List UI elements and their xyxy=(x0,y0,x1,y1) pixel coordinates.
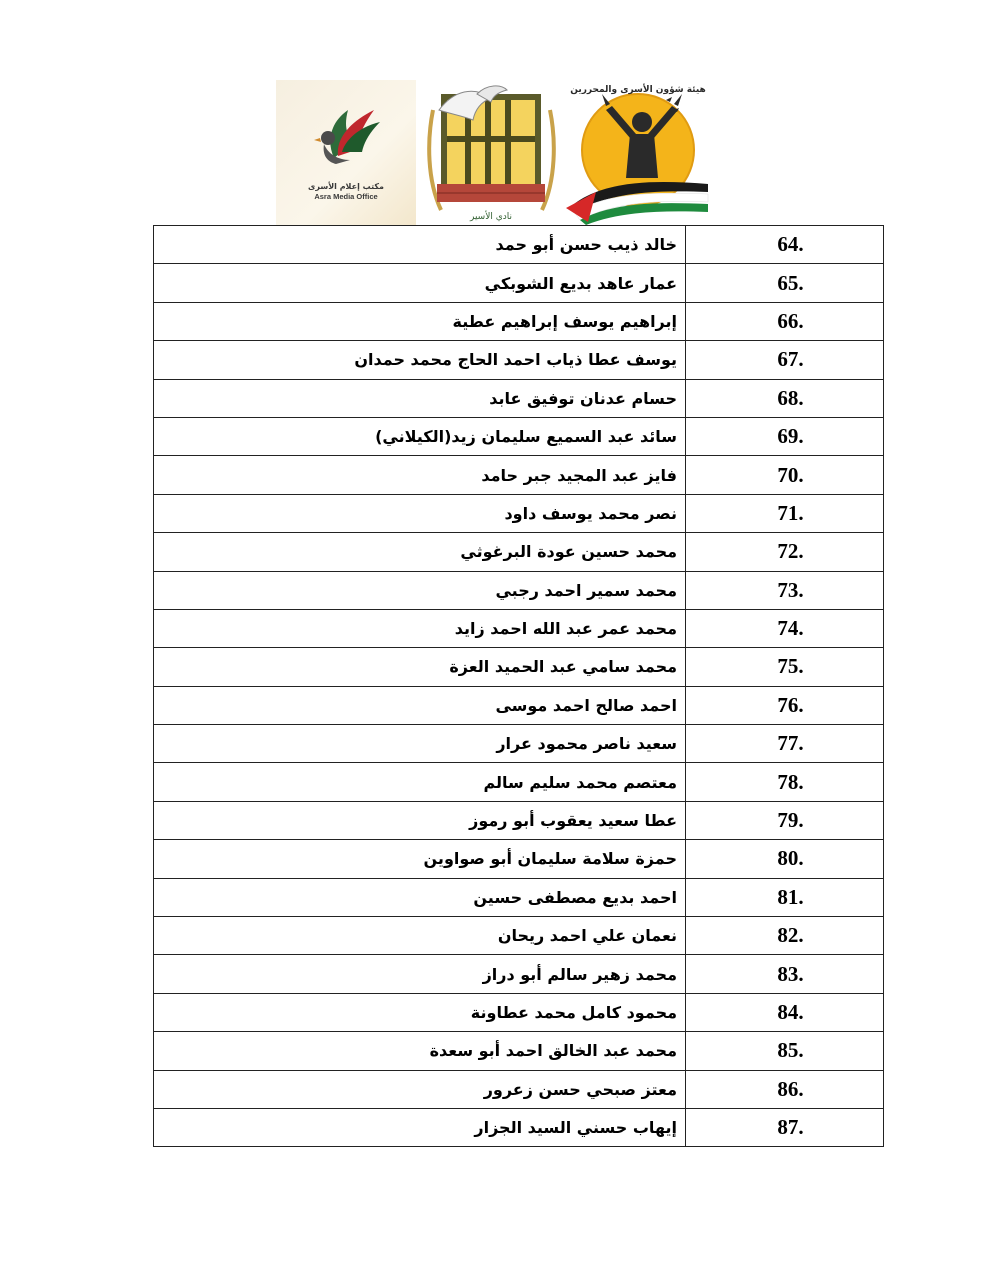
row-number: 82. xyxy=(777,923,804,948)
row-number: 81. xyxy=(777,884,804,909)
table-row xyxy=(154,725,884,763)
row-number: 80. xyxy=(777,846,804,871)
row-number: 78. xyxy=(777,769,804,794)
prisoner-name: محمود كامل محمد عطاونة xyxy=(154,993,686,1031)
row-number: 74. xyxy=(777,616,804,641)
row-number-cell xyxy=(686,456,884,494)
prisoner-name: يوسف عطا ذياب احمد الحاج محمد حمدان xyxy=(154,341,686,379)
row-number-cell xyxy=(686,648,884,686)
row-number: 71. xyxy=(777,500,804,525)
table-row xyxy=(154,840,884,878)
table-row xyxy=(154,686,884,724)
dove-prison-window-icon xyxy=(419,80,564,225)
row-number-cell xyxy=(686,302,884,340)
commission-caption: هيئة شؤون الأسرى والمحررين xyxy=(570,85,706,95)
prisoner-name: نعمان علي احمد ريحان xyxy=(154,917,686,955)
row-number-cell xyxy=(686,1032,884,1070)
prisoner-name: محمد سامي عبد الحميد العزة xyxy=(154,648,686,686)
row-number: 76. xyxy=(777,692,804,717)
prisoner-name: حمزة سلامة سليمان أبو صواوين xyxy=(154,840,686,878)
row-number: 85. xyxy=(777,1038,804,1063)
row-number-cell xyxy=(686,763,884,801)
freed-prisoner-icon xyxy=(566,80,716,225)
row-number-cell xyxy=(686,955,884,993)
prisoner-name: سعيد ناصر محمود عرار xyxy=(154,725,686,763)
row-number-cell xyxy=(686,917,884,955)
asra-media-office-logo xyxy=(276,80,416,225)
row-number: 72. xyxy=(777,539,804,564)
row-number-cell xyxy=(686,993,884,1031)
row-number-cell xyxy=(686,1070,884,1108)
prisoners-club-logo xyxy=(419,80,564,225)
table-row xyxy=(154,955,884,993)
row-number: 79. xyxy=(777,808,804,833)
row-number-cell xyxy=(686,840,884,878)
table-row xyxy=(154,801,884,839)
table-row xyxy=(154,648,884,686)
prisoner-name: سائد عبد السميع سليمان زيد(الكيلاني) xyxy=(154,417,686,455)
row-number: 66. xyxy=(777,308,804,333)
prisoner-name: معتصم محمد سليم سالم xyxy=(154,763,686,801)
table-row xyxy=(154,494,884,532)
row-number-cell xyxy=(686,878,884,916)
table-row xyxy=(154,917,884,955)
row-number: 70. xyxy=(777,462,804,487)
row-number: 68. xyxy=(777,385,804,410)
table-row xyxy=(154,264,884,302)
prisoner-name: عطا سعيد يعقوب أبو رموز xyxy=(154,801,686,839)
table-row xyxy=(154,341,884,379)
row-number-cell xyxy=(686,1108,884,1146)
row-number: 64. xyxy=(777,232,804,257)
row-number-cell xyxy=(686,494,884,532)
prisoners-club-caption: نادي الأسير xyxy=(469,212,513,222)
bird-logo-icon xyxy=(276,80,416,180)
prisoner-name: محمد عمر عبد الله احمد زايد xyxy=(154,609,686,647)
prisoner-name: محمد سمير احمد رجبي xyxy=(154,571,686,609)
row-number: 75. xyxy=(777,654,804,679)
prisoner-name: حسام عدنان توفيق عابد xyxy=(154,379,686,417)
row-number-cell xyxy=(686,801,884,839)
table-row xyxy=(154,1032,884,1070)
table-row xyxy=(154,878,884,916)
prisoner-name: إبراهيم يوسف إبراهيم عطية xyxy=(154,302,686,340)
table-row xyxy=(154,226,884,264)
table-row xyxy=(154,571,884,609)
row-number: 87. xyxy=(777,1115,804,1140)
prisoner-name: فايز عبد المجيد جبر حامد xyxy=(154,456,686,494)
row-number: 73. xyxy=(777,577,804,602)
row-number-cell xyxy=(686,226,884,264)
table-row xyxy=(154,379,884,417)
row-number-cell xyxy=(686,686,884,724)
table-row xyxy=(154,1070,884,1108)
table-row xyxy=(154,763,884,801)
row-number-cell xyxy=(686,609,884,647)
header-logos xyxy=(276,80,716,225)
row-number: 77. xyxy=(777,731,804,756)
row-number-cell xyxy=(686,341,884,379)
prisoner-name: احمد بديع مصطفى حسين xyxy=(154,878,686,916)
row-number-cell xyxy=(686,417,884,455)
row-number-cell xyxy=(686,571,884,609)
detainees-commission-logo xyxy=(566,80,716,225)
prisoner-name: معتز صبحي حسن زعرور xyxy=(154,1070,686,1108)
table-row xyxy=(154,1108,884,1146)
row-number: 69. xyxy=(777,424,804,449)
prisoner-name: إيهاب حسني السيد الجزار xyxy=(154,1108,686,1146)
prisoner-name: محمد حسين عودة البرغوثي xyxy=(154,533,686,571)
table-row xyxy=(154,456,884,494)
table-row xyxy=(154,993,884,1031)
prisoner-name: خالد ذيب حسن أبو حمد xyxy=(154,226,686,264)
prisoner-name: محمد زهير سالم أبو دراز xyxy=(154,955,686,993)
row-number: 84. xyxy=(777,1000,804,1024)
prisoner-name: نصر محمد يوسف داود xyxy=(154,494,686,532)
asra-caption-arabic: مكتب إعلام الأسرى xyxy=(308,182,384,191)
row-number-cell xyxy=(686,264,884,302)
table-row xyxy=(154,302,884,340)
table-row xyxy=(154,417,884,455)
row-number-cell xyxy=(686,533,884,571)
table-row xyxy=(154,609,884,647)
row-number-cell xyxy=(686,725,884,763)
row-number-cell xyxy=(686,379,884,417)
row-number: 65. xyxy=(777,270,804,295)
table-row xyxy=(154,533,884,571)
row-number: 83. xyxy=(777,961,804,986)
row-number: 67. xyxy=(777,347,804,372)
row-number: 86. xyxy=(777,1076,804,1101)
prisoners-table xyxy=(153,225,884,1147)
asra-caption-english: Asra Media Office xyxy=(314,192,378,201)
prisoner-name: عمار عاهد بديع الشوبكي xyxy=(154,264,686,302)
prisoner-name: محمد عبد الخالق احمد أبو سعدة xyxy=(154,1032,686,1070)
prisoner-name: احمد صالح احمد موسى xyxy=(154,686,686,724)
